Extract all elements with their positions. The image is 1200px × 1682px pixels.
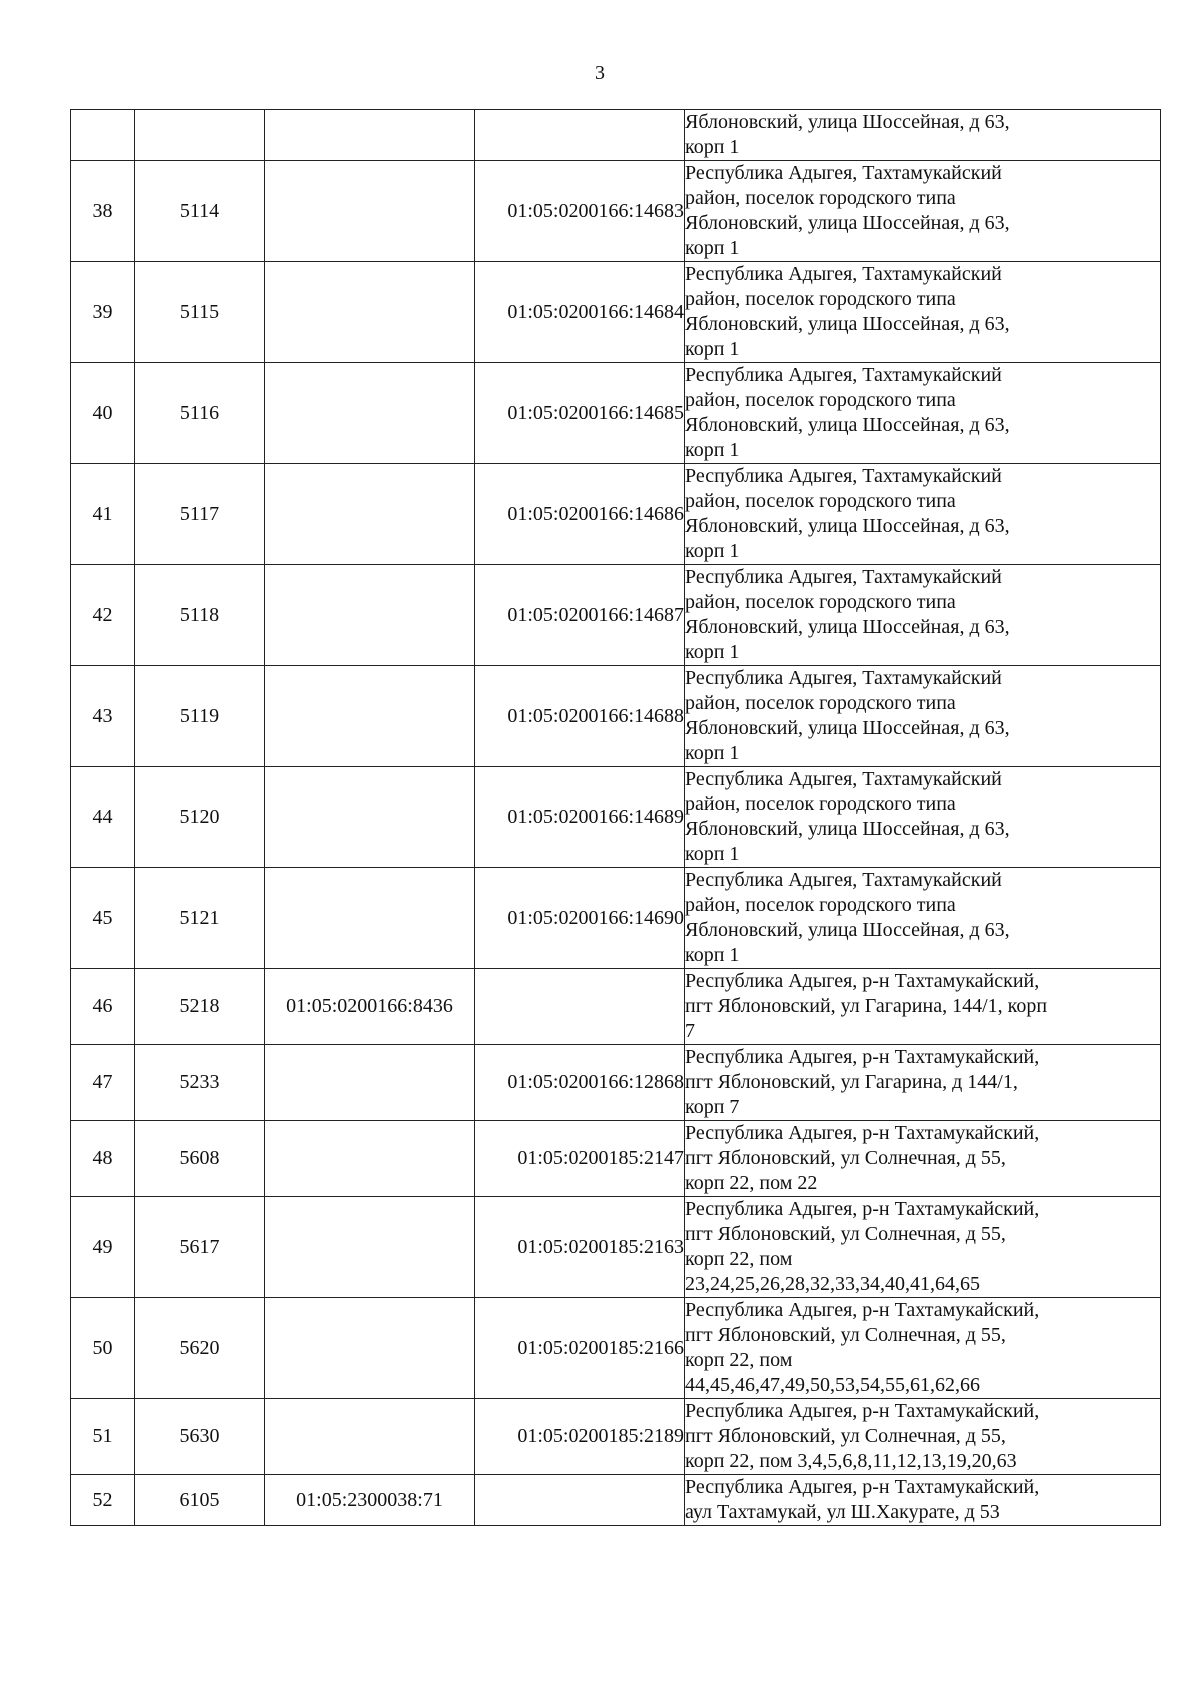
land-cadastral-number-cell — [265, 161, 475, 262]
address-cell — [685, 1399, 1161, 1475]
address-line: район, поселок городского типа — [685, 591, 956, 613]
building-cadastral-number-cell: 01:05:0200166:14688 — [475, 666, 685, 767]
address-cell — [685, 565, 1161, 666]
building-cadastral-number-cell: 01:05:0200166:14689 — [475, 767, 685, 868]
address-cell — [685, 767, 1161, 868]
object-id-cell: 6105 — [135, 1475, 265, 1526]
row-number-cell: 45 — [71, 868, 135, 969]
address-line: Республика Адыгея, Тахтамукайский — [685, 364, 1002, 386]
row-number-cell: 49 — [71, 1197, 135, 1298]
address-cell — [685, 464, 1161, 565]
row-number-cell: 39 — [71, 262, 135, 363]
address-line: Республика Адыгея, р-н Тахтамукайский, — [685, 1198, 1040, 1220]
table-row — [71, 464, 1161, 565]
address-line: корп 1 — [685, 136, 740, 158]
address-line: Яблоновский, улица Шоссейная, д 63, — [685, 919, 1010, 941]
building-cadastral-number-cell — [475, 110, 685, 161]
address-line: Яблоновский, улица Шоссейная, д 63, — [685, 414, 1010, 436]
address-cell — [685, 1298, 1161, 1399]
building-cadastral-number-cell: 01:05:0200166:14685 — [475, 363, 685, 464]
row-number-cell: 47 — [71, 1045, 135, 1121]
address-line: корп 22, пом — [685, 1248, 793, 1270]
address-line: Республика Адыгея, Тахтамукайский — [685, 869, 1002, 891]
address-line: корп 1 — [685, 641, 740, 663]
table-row — [71, 666, 1161, 767]
address-line: Республика Адыгея, р-н Тахтамукайский, — [685, 1476, 1040, 1498]
building-cadastral-number-cell: 01:05:0200166:12868 — [475, 1045, 685, 1121]
address-line: корп 7 — [685, 1096, 740, 1118]
address-line: Республика Адыгея, Тахтамукайский — [685, 768, 1002, 790]
object-id-cell: 5114 — [135, 161, 265, 262]
land-cadastral-number-cell — [265, 1298, 475, 1399]
object-id-cell: 5119 — [135, 666, 265, 767]
row-number-cell: 52 — [71, 1475, 135, 1526]
address-line: аул Тахтамукай, ул Ш.Хакурате, д 53 — [685, 1501, 1000, 1523]
address-line: пгт Яблоновский, ул Солнечная, д 55, — [685, 1223, 1006, 1245]
building-cadastral-number-cell: 01:05:0200185:2166 — [475, 1298, 685, 1399]
object-id-cell: 5608 — [135, 1121, 265, 1197]
land-cadastral-number-cell — [265, 1399, 475, 1475]
row-number-cell: 44 — [71, 767, 135, 868]
address-cell — [685, 868, 1161, 969]
land-cadastral-number-cell — [265, 262, 475, 363]
land-cadastral-number-cell — [265, 666, 475, 767]
row-number-cell: 38 — [71, 161, 135, 262]
address-line: Яблоновский, улица Шоссейная, д 63, — [685, 212, 1010, 234]
address-line: Республика Адыгея, р-н Тахтамукайский, — [685, 1046, 1040, 1068]
land-cadastral-number-cell — [265, 565, 475, 666]
address-line: Яблоновский, улица Шоссейная, д 63, — [685, 717, 1010, 739]
row-number-cell: 40 — [71, 363, 135, 464]
address-line: Яблоновский, улица Шоссейная, д 63, — [685, 515, 1010, 537]
building-cadastral-number-cell — [475, 1475, 685, 1526]
address-line: Республика Адыгея, р-н Тахтамукайский, — [685, 1122, 1040, 1144]
address-line: корп 1 — [685, 843, 740, 865]
building-cadastral-number-cell: 01:05:0200166:14686 — [475, 464, 685, 565]
address-line: Яблоновский, улица Шоссейная, д 63, — [685, 616, 1010, 638]
object-id-cell: 5117 — [135, 464, 265, 565]
building-cadastral-number-cell: 01:05:0200166:14690 — [475, 868, 685, 969]
row-number-cell: 42 — [71, 565, 135, 666]
land-cadastral-number-cell — [265, 1121, 475, 1197]
address-line: 44,45,46,47,49,50,53,54,55,61,62,66 — [685, 1374, 980, 1396]
address-line: Яблоновский, улица Шоссейная, д 63, — [685, 111, 1010, 133]
building-cadastral-number-cell: 01:05:0200166:14687 — [475, 565, 685, 666]
row-number-cell: 50 — [71, 1298, 135, 1399]
address-cell — [685, 363, 1161, 464]
row-number-cell — [71, 110, 135, 161]
address-cell — [685, 110, 1161, 161]
row-number-cell: 51 — [71, 1399, 135, 1475]
address-cell — [685, 1197, 1161, 1298]
object-id-cell: 5118 — [135, 565, 265, 666]
address-line: район, поселок городского типа — [685, 692, 956, 714]
address-line: корп 1 — [685, 944, 740, 966]
address-line: пгт Яблоновский, ул Солнечная, д 55, — [685, 1147, 1006, 1169]
table-row — [71, 1475, 1161, 1526]
land-cadastral-number-cell: 01:05:0200166:8436 — [265, 969, 475, 1045]
address-line: пгт Яблоновский, ул Гагарина, 144/1, корп — [685, 995, 1048, 1017]
object-id-cell: 5218 — [135, 969, 265, 1045]
object-id-cell: 5620 — [135, 1298, 265, 1399]
table-row — [71, 868, 1161, 969]
row-number-cell: 41 — [71, 464, 135, 565]
address-cell — [685, 666, 1161, 767]
registry-table-body — [71, 110, 1161, 1526]
address-line: 7 — [685, 1020, 695, 1042]
building-cadastral-number-cell — [475, 969, 685, 1045]
table-row — [71, 1197, 1161, 1298]
table-row — [71, 1121, 1161, 1197]
address-cell — [685, 1045, 1161, 1121]
address-line: корп 1 — [685, 540, 740, 562]
address-line: пгт Яблоновский, ул Гагарина, д 144/1, — [685, 1071, 1018, 1093]
page-number: 3 — [595, 62, 605, 84]
address-line: пгт Яблоновский, ул Солнечная, д 55, — [685, 1324, 1006, 1346]
land-cadastral-number-cell — [265, 1045, 475, 1121]
address-line: корп 22, пом 3,4,5,6,8,11,12,13,19,20,63 — [685, 1450, 1017, 1472]
address-line: корп 1 — [685, 338, 740, 360]
table-row — [71, 1298, 1161, 1399]
object-id-cell: 5115 — [135, 262, 265, 363]
object-id-cell: 5120 — [135, 767, 265, 868]
row-number-cell: 46 — [71, 969, 135, 1045]
building-cadastral-number-cell: 01:05:0200185:2189 — [475, 1399, 685, 1475]
row-number-cell: 48 — [71, 1121, 135, 1197]
address-line: 23,24,25,26,28,32,33,34,40,41,64,65 — [685, 1273, 980, 1295]
table-row — [71, 565, 1161, 666]
building-cadastral-number-cell: 01:05:0200185:2147 — [475, 1121, 685, 1197]
address-cell — [685, 262, 1161, 363]
address-line: Яблоновский, улица Шоссейная, д 63, — [685, 818, 1010, 840]
land-cadastral-number-cell: 01:05:2300038:71 — [265, 1475, 475, 1526]
table-row — [71, 767, 1161, 868]
object-id-cell: 5630 — [135, 1399, 265, 1475]
table-row — [71, 363, 1161, 464]
address-line: Республика Адыгея, р-н Тахтамукайский, — [685, 1400, 1040, 1422]
address-line: район, поселок городского типа — [685, 288, 956, 310]
land-cadastral-number-cell — [265, 1197, 475, 1298]
address-cell — [685, 161, 1161, 262]
land-cadastral-number-cell — [265, 363, 475, 464]
table-row — [71, 969, 1161, 1045]
registry-table — [70, 109, 1161, 1526]
address-line: корп 22, пом 22 — [685, 1172, 818, 1194]
land-cadastral-number-cell — [265, 110, 475, 161]
address-line: корп 22, пом — [685, 1349, 793, 1371]
row-number-cell: 43 — [71, 666, 135, 767]
table-row — [71, 1045, 1161, 1121]
land-cadastral-number-cell — [265, 767, 475, 868]
address-line: район, поселок городского типа — [685, 894, 956, 916]
object-id-cell: 5116 — [135, 363, 265, 464]
address-line: Республика Адыгея, Тахтамукайский — [685, 667, 1002, 689]
land-cadastral-number-cell — [265, 868, 475, 969]
address-line: Республика Адыгея, р-н Тахтамукайский, — [685, 970, 1040, 992]
building-cadastral-number-cell: 01:05:0200185:2163 — [475, 1197, 685, 1298]
object-id-cell: 5121 — [135, 868, 265, 969]
address-cell — [685, 1475, 1161, 1526]
object-id-cell: 5617 — [135, 1197, 265, 1298]
address-cell — [685, 1121, 1161, 1197]
address-line: корп 1 — [685, 439, 740, 461]
table-row — [71, 262, 1161, 363]
address-line: район, поселок городского типа — [685, 793, 956, 815]
address-line: Республика Адыгея, Тахтамукайский — [685, 566, 1002, 588]
object-id-cell: 5233 — [135, 1045, 265, 1121]
building-cadastral-number-cell: 01:05:0200166:14684 — [475, 262, 685, 363]
address-line: пгт Яблоновский, ул Солнечная, д 55, — [685, 1425, 1006, 1447]
table-row — [71, 161, 1161, 262]
address-line: Республика Адыгея, Тахтамукайский — [685, 162, 1002, 184]
address-line: район, поселок городского типа — [685, 187, 956, 209]
address-line: Яблоновский, улица Шоссейная, д 63, — [685, 313, 1010, 335]
address-line: Республика Адыгея, Тахтамукайский — [685, 465, 1002, 487]
address-line: район, поселок городского типа — [685, 389, 956, 411]
address-cell — [685, 969, 1161, 1045]
address-line: район, поселок городского типа — [685, 490, 956, 512]
table-row — [71, 110, 1161, 161]
address-line: Республика Адыгея, Тахтамукайский — [685, 263, 1002, 285]
address-line: корп 1 — [685, 742, 740, 764]
address-line: Республика Адыгея, р-н Тахтамукайский, — [685, 1299, 1040, 1321]
object-id-cell — [135, 110, 265, 161]
table-row — [71, 1399, 1161, 1475]
address-line: корп 1 — [685, 237, 740, 259]
building-cadastral-number-cell: 01:05:0200166:14683 — [475, 161, 685, 262]
land-cadastral-number-cell — [265, 464, 475, 565]
